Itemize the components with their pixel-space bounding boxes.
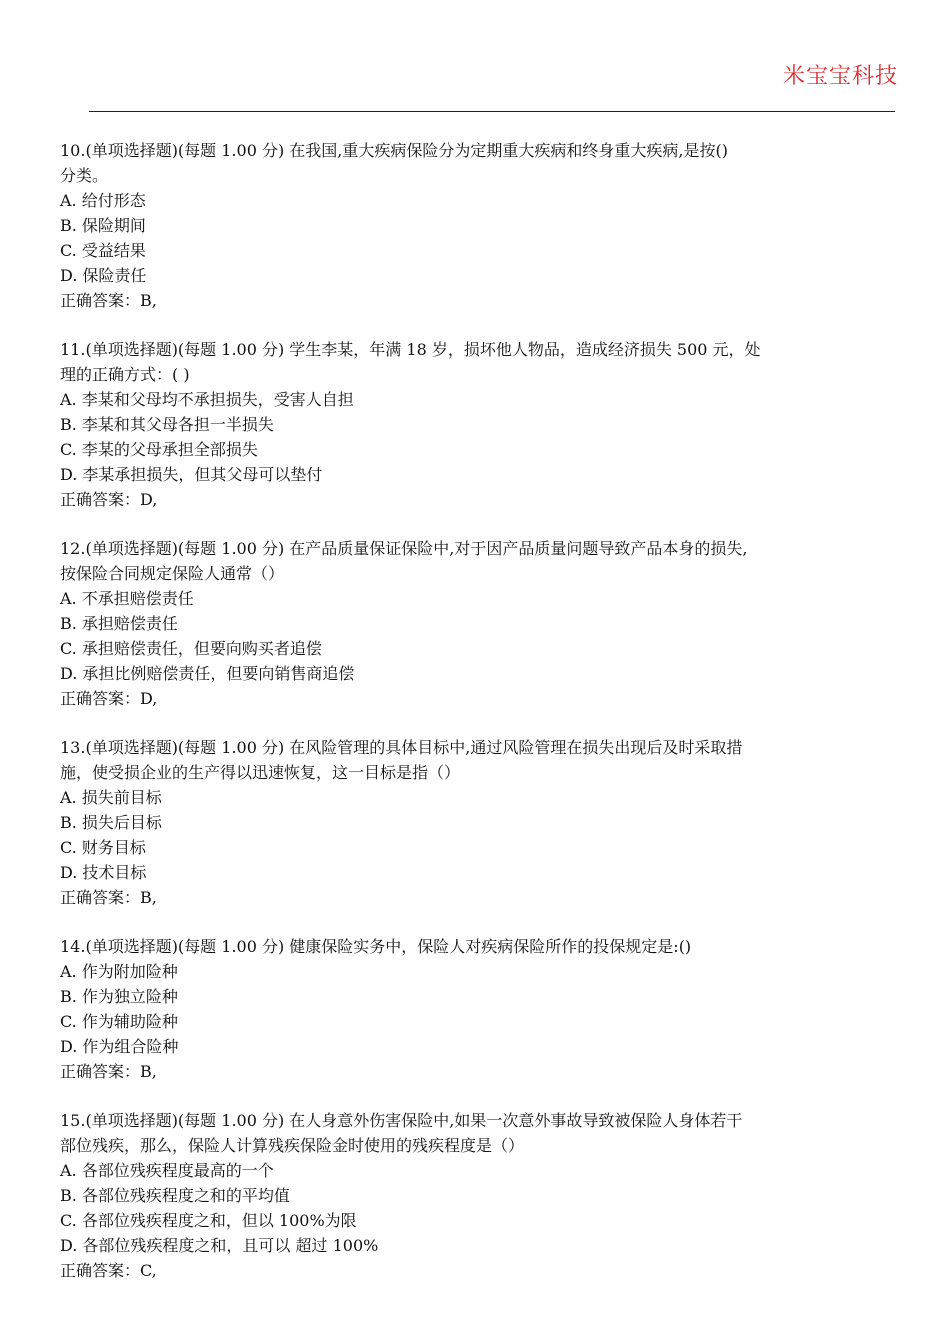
answer-option: D. 保险责任 [60,266,147,285]
question-block [60,138,900,313]
brand-logo-text: 米宝宝科技 [782,64,898,89]
answer-option: B. 作为独立险种 [60,987,178,1006]
correct-answer: 正确答案：B, [60,1062,157,1081]
question-list [60,138,900,1307]
answer-option: A. 李某和父母均不承担损失，受害人自担 [60,390,354,409]
correct-answer: 正确答案：D, [60,689,158,708]
answer-option: A. 不承担赔偿责任 [60,589,194,608]
question-stem: 10.(单项选择题)(每题 1.00 分) 在我国,重大疾病保险分为定期重大疾病和终身重大疾病,是按() [60,141,728,160]
answer-option: A. 给付形态 [60,191,146,210]
answer-option: C. 承担赔偿责任，但要向购买者追偿 [60,639,322,658]
question-stem: 15.(单项选择题)(每题 1.00 分) 在人身意外伤害保险中,如果一次意外事故导致被保险人身体若干 [60,1111,743,1130]
question-stem: 12.(单项选择题)(每题 1.00 分) 在产品质量保证保险中,对于因产品质量问题导致产品本身的损失, [60,539,748,558]
answer-option: D. 作为组合险种 [60,1037,179,1056]
question-stem: 14.(单项选择题)(每题 1.00 分) 健康保险实务中，保险人对疾病保险所作的投保规定是:() [60,937,692,956]
answer-option: A. 各部位残疾程度最高的一个 [60,1161,274,1180]
answer-option: B. 保险期间 [60,216,146,235]
correct-answer: 正确答案：B, [60,888,157,907]
question-block [60,735,900,910]
question-stem: 理的正确方式：( ) [60,365,190,384]
correct-answer: 正确答案：D, [60,490,158,509]
question-block [60,934,900,1084]
question-block [60,536,900,711]
answer-option: B. 损失后目标 [60,813,162,832]
correct-answer: 正确答案：C, [60,1261,157,1280]
answer-option: C. 李某的父母承担全部损失 [60,440,258,459]
answer-option: D. 各部位残疾程度之和，且可以 超过 100% [60,1236,379,1255]
answer-option: D. 技术目标 [60,863,147,882]
question-stem: 施，使受损企业的生产得以迅速恢复，这一目标是指（） [60,763,461,782]
correct-answer: 正确答案：B, [60,291,157,310]
answer-option: D. 李某承担损失，但其父母可以垫付 [60,465,323,484]
question-block [60,337,900,512]
question-stem: 11.(单项选择题)(每题 1.00 分) 学生李某，年满 18 岁，损坏他人物品，造成经济损失 500 元，处 [60,340,761,359]
question-block [60,1108,900,1283]
question-stem: 部位残疾，那么，保险人计算残疾保险金时使用的残疾程度是（） [60,1136,525,1155]
answer-option: A. 作为附加险种 [60,962,178,981]
answer-option: D. 承担比例赔偿责任，但要向销售商追偿 [60,664,355,683]
answer-option: B. 承担赔偿责任 [60,614,178,633]
question-stem: 分类。 [60,166,109,185]
answer-option: C. 各部位残疾程度之和，但以 100%为限 [60,1211,357,1230]
question-stem: 按保险合同规定保险人通常（） [60,564,285,583]
header-divider [89,111,895,112]
answer-option: B. 各部位残疾程度之和的平均值 [60,1186,290,1205]
answer-option: C. 财务目标 [60,838,146,857]
answer-option: C. 受益结果 [60,241,146,260]
answer-option: B. 李某和其父母各担一半损失 [60,415,274,434]
question-stem: 13.(单项选择题)(每题 1.00 分) 在风险管理的具体目标中,通过风险管理在损失出现后及时采取措 [60,738,743,757]
answer-option: A. 损失前目标 [60,788,162,807]
answer-option: C. 作为辅助险种 [60,1012,178,1031]
